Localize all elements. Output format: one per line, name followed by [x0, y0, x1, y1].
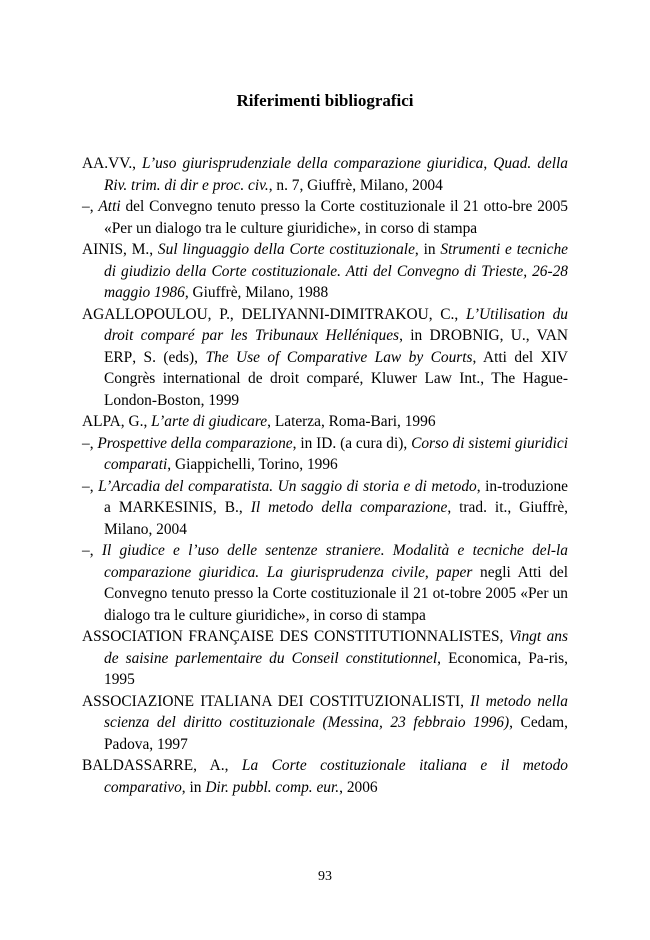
bibliography-entry — [82, 476, 568, 541]
entry-title: paper — [436, 563, 473, 581]
entry-text: (a cura di), — [336, 434, 412, 452]
entry-text: , in — [292, 434, 317, 452]
bibliography-entry — [82, 755, 568, 798]
entry-text: , — [454, 305, 466, 323]
entry-author: AINIS, M. — [82, 241, 150, 258]
entry-title: Strumenti e tecniche di giudizio della Corte costituzionale. Atti del Convegno di Trieste, 26-28 maggio 1986 — [104, 241, 568, 301]
entry-text: , trad. it., Giuffrè, Milano, 2004 — [104, 499, 569, 538]
bibliography-entry — [82, 626, 568, 691]
bibliography-entry — [82, 196, 568, 239]
entry-author: BALDASSARRE, A. — [82, 757, 225, 774]
entry-dash: –, — [82, 434, 98, 452]
entry-title: L’uso giurisprudenziale della comparazione giuridica — [142, 155, 484, 172]
entry-title: Quad. della Riv. trim. di dir e proc. civ. — [104, 155, 568, 194]
bibliography-entry — [82, 153, 568, 196]
bibliography-entry — [82, 304, 568, 412]
entry-title: Corso di sistemi giuridici comparati — [104, 434, 568, 473]
entry-text: , — [499, 628, 509, 645]
entry-title: La Corte costituzionale italiana e il metodo comparativo — [104, 757, 568, 796]
entry-title: L’arte di giudicare — [151, 413, 268, 430]
entry-text: , in — [181, 778, 206, 796]
entry-text: , in — [399, 327, 430, 344]
entry-text: , Economica, Pa-ris, 1995 — [104, 649, 568, 688]
bibliography-entry — [82, 411, 568, 433]
entry-author: AGALLOPOULOU, P., DELIYANNI-DIMITRAKOU, C. — [82, 305, 455, 323]
bibliography-entry — [82, 433, 568, 476]
entry-text: , — [238, 499, 251, 516]
entry-author: AA.VV. — [82, 155, 133, 172]
entry-dash: –, — [82, 198, 99, 215]
bibliography-entry — [82, 691, 568, 756]
entry-text: , — [143, 413, 152, 430]
entry-title: L’Arcadia del comparatista. Un saggio di storia e di metodo — [98, 477, 477, 495]
entry-text: , S. (eds), — [132, 348, 206, 366]
entry-text: , in-troduzione a — [104, 477, 569, 516]
entry-title: Prospettive della comparazione — [97, 434, 293, 452]
entry-text: , Laterza, Roma-Bari, 1996 — [267, 413, 436, 430]
entry-title: The Use of Comparative Law by Courts — [205, 348, 473, 366]
bibliography-entry — [82, 239, 568, 304]
entry-text: del Convegno tenuto presso la Corte costituzionale il 21 otto-bre 2005 «Per un dialogo tra le culture giuridiche», in corso di stampa — [104, 198, 568, 237]
entry-dash: –, — [82, 477, 99, 495]
entry-author: DROBNIG, U., VAN ERP — [104, 327, 568, 366]
entry-text: , Giappichelli, Torino, 1996 — [167, 456, 338, 473]
entry-title: Atti — [98, 198, 121, 215]
page-title: Riferimenti bibliografici — [236, 91, 414, 110]
entry-title: Il giudice e l’uso delle sentenze straniere. Modalità e tecniche del-la comparazione giuridica. La giurisprudenza civile — [101, 542, 569, 581]
entry-text: , Cedam, Padova, 1997 — [104, 714, 568, 753]
entry-text: , Giuffrè, Milano, 1988 — [184, 284, 329, 301]
entry-text: , Atti del XIV Congrès international de droit comparé, Kluwer Law Int., The Hague-London-Boston, 1999 — [104, 348, 569, 409]
entry-text: , — [132, 155, 142, 172]
entry-title: Dir. pubbl. comp. eur. — [205, 778, 340, 796]
entry-text: , — [224, 757, 242, 774]
entry-text: , — [460, 692, 471, 710]
entry-text: , — [424, 563, 437, 581]
entry-text: negli Atti del Convegno tenuto presso la Corte costituzionale il 21 ot-tobre 2005 «Per un dialogo tra le culture giuridiche», in corso di stampa — [104, 563, 568, 624]
bibliography-list — [82, 153, 568, 798]
entry-text: , in — [414, 241, 441, 258]
entry-text: , n. 7, Giuffrè, Milano, 2004 — [268, 176, 443, 194]
entry-dash: –, — [82, 542, 102, 559]
entry-author: ID. — [316, 434, 337, 452]
entry-title: Il metodo della comparazione — [250, 499, 448, 516]
entry-text: , — [149, 241, 158, 258]
entry-author: ASSOCIATION FRANÇAISE DES CONSTITUTIONNALISTES — [82, 628, 500, 645]
entry-author: ALPA, G. — [82, 413, 144, 430]
entry-title: L’Utilisation du droit comparé par les Tribunaux Helléniques — [104, 305, 568, 344]
entry-title: Vingt ans de saisine parlementaire du Conseil constitutionnel — [104, 628, 568, 667]
entry-title: Il metodo nella scienza del diritto costituzionale (Messina, 23 febbraio 1996) — [104, 692, 568, 731]
entry-author: ASSOCIAZIONE ITALIANA DEI COSTITUZIONALISTI — [82, 692, 461, 710]
entry-title: Sul linguaggio della Corte costituzionale — [157, 241, 415, 258]
entry-author: MARKESINIS, B. — [118, 499, 239, 516]
bibliography-entry — [82, 540, 568, 626]
page-number: 93 — [318, 869, 332, 884]
entry-text: , — [483, 155, 494, 172]
entry-text: , 2006 — [339, 778, 378, 796]
